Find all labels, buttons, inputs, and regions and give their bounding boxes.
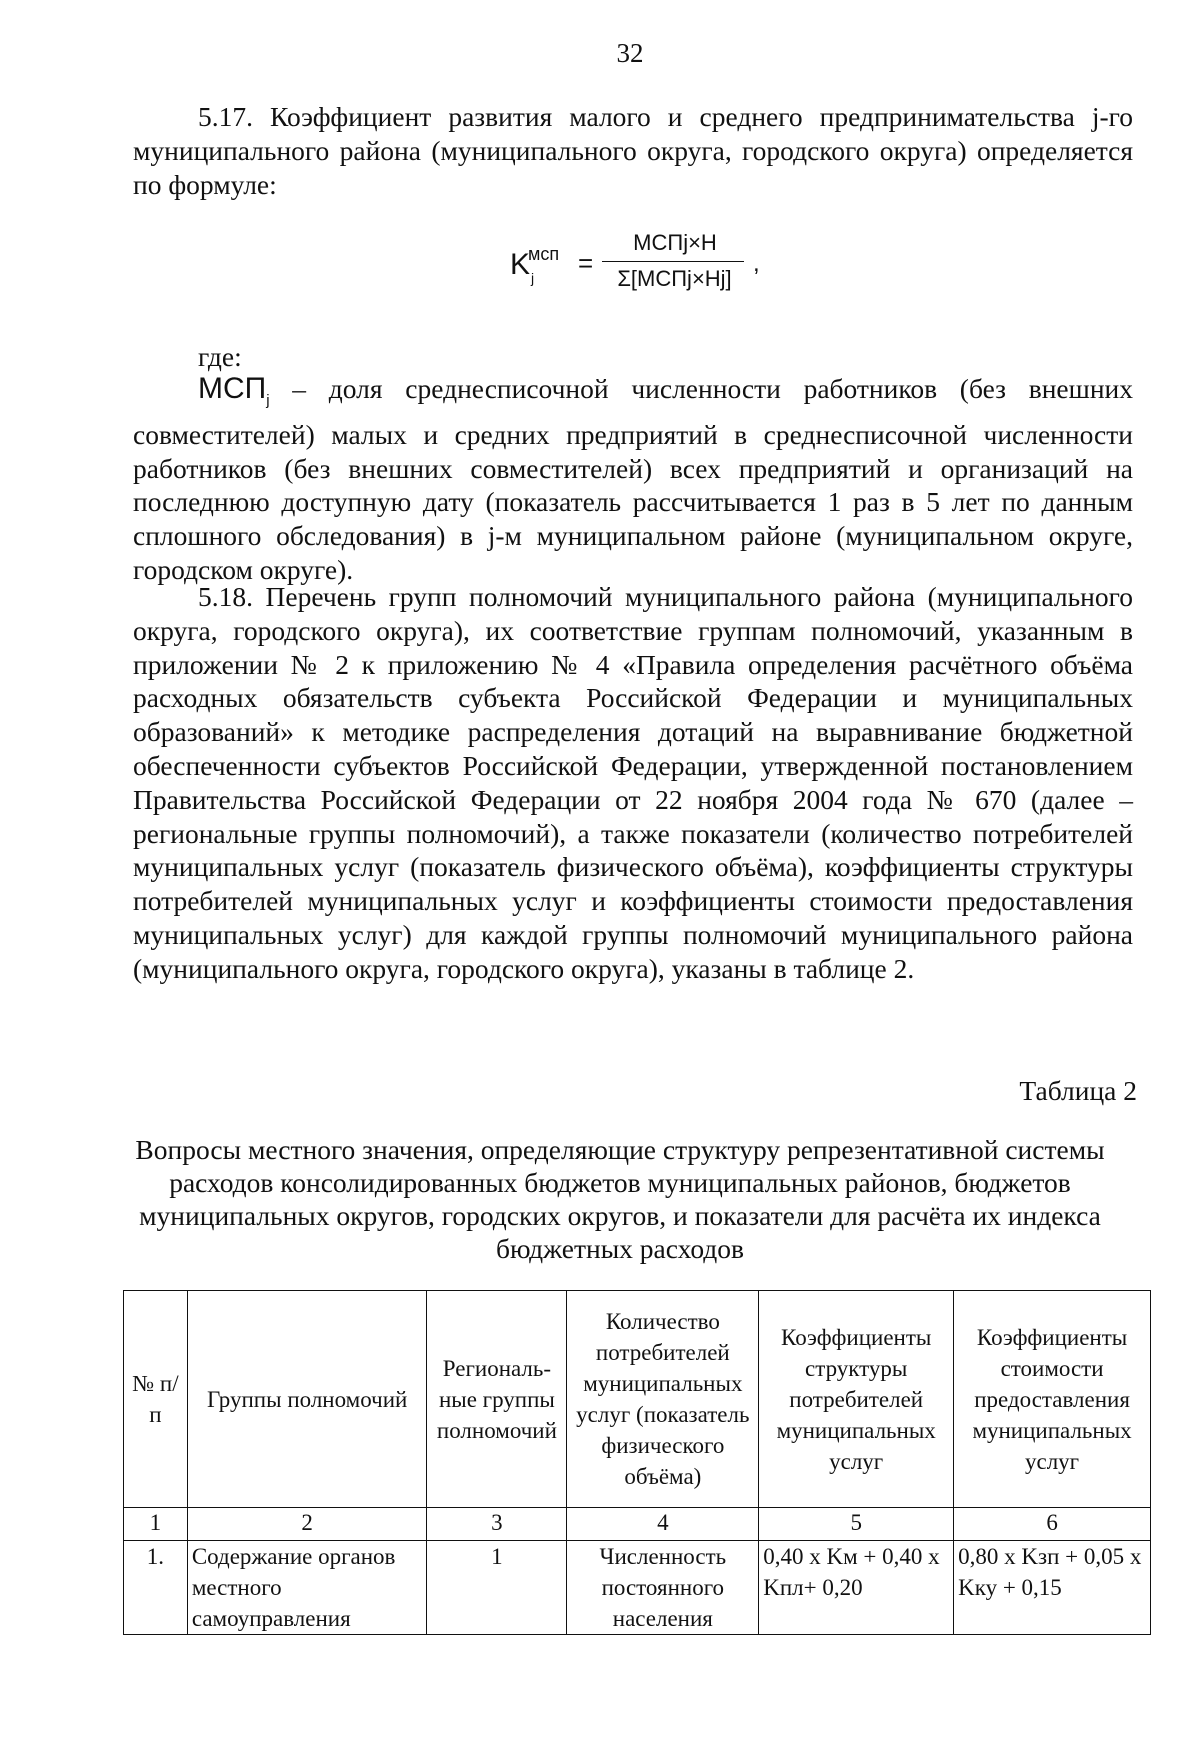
column-number: 3 bbox=[427, 1508, 567, 1541]
cell-group: Содержание органов местного самоуправления bbox=[187, 1541, 427, 1635]
page-number: 32 bbox=[616, 38, 644, 68]
cell-consumers: Численность постоянного населения bbox=[567, 1541, 759, 1635]
table-row bbox=[124, 1541, 1151, 1635]
formula-fraction-bar bbox=[602, 261, 744, 262]
column-number: 1 bbox=[124, 1508, 188, 1541]
header-structure-coef: Коэффициенты структуры потребителей муниципальных услуг bbox=[759, 1291, 954, 1508]
cell-structure-coef: 0,40 x Kм + 0,40 x Kпл+ 0,20 bbox=[759, 1541, 954, 1635]
header-num: № п/п bbox=[124, 1291, 188, 1508]
formula-equals: = bbox=[578, 248, 594, 278]
table-label: Таблица 2 bbox=[1019, 1075, 1137, 1106]
paragraph-msp-definition bbox=[133, 372, 1133, 587]
formula-k-subscript: j bbox=[531, 270, 535, 286]
formula-comma: , bbox=[753, 250, 760, 277]
formula-k-superscript: мсп bbox=[528, 244, 560, 264]
msp-definition-text: – доля среднесписочной численности работников (без внешних совместителей) малых и средних предприятий в среднесписочной численности работников (без внешних совместителей) всех предприятий и организаций на последнюю доступную дату (показатель рассчитывается 1 раз в 5 лет по данным сплошного обследования) в j-м муниципальном районе (муниципальном округе, городском округе). bbox=[133, 373, 1133, 585]
cell-cost-coef: 0,80 x Kзп + 0,05 x Kку + 0,15 bbox=[954, 1541, 1151, 1635]
formula-k: K bbox=[510, 248, 531, 281]
cell-regional: 1 bbox=[427, 1541, 567, 1635]
paragraph-5-17: 5.17. Коэффициент развития малого и среднего предпринимательства j-го муниципального района (муниципального округа, городского округа) определяется по формуле: bbox=[133, 101, 1133, 200]
header-regional-groups: Региональ-ные группы полномочий bbox=[427, 1291, 567, 1508]
msp-term-base: МСП bbox=[198, 372, 267, 405]
column-number: 5 bbox=[759, 1508, 954, 1541]
cell-num: 1. bbox=[124, 1541, 188, 1635]
header-consumers: Количество потребителей муниципальных услуг (показатель физического объёма) bbox=[567, 1291, 759, 1508]
header-cost-coef: Коэффициенты стоимости предоставления муниципальных услуг bbox=[954, 1291, 1151, 1508]
where-label bbox=[133, 340, 1133, 374]
column-number: 4 bbox=[567, 1508, 759, 1541]
table-header-row bbox=[124, 1291, 1151, 1508]
paragraph-5-18: 5.18. Перечень групп полномочий муниципального района (муниципального округа, городского округа), их соответствие группам полномочий, указанным в приложении № 2 к приложению № 4 «Правила определения расчётного объёма расходных обязательств субъекта Российской Федерации и муниципальных образований» к методике распределения дотаций на выравнивание бюджетной обеспеченности субъектов Российской Федерации, утвержденной постановлением Правительства Российской Федерации от 22 ноября 2004 года № 670 (далее – региональные группы полномочий), а также показатели (количество потребителей муниципальных услуг (показатель физического объёма), коэффициенты структуры потребителей муниципальных услуг и коэффициенты стоимости предоставления муниципальных услуг) для каждой группы полномочий муниципального района (муниципального округа, городского округа), указаны в таблице 2. bbox=[133, 581, 1133, 984]
formula-numerator: МСПj×Н bbox=[633, 230, 717, 255]
table-2 bbox=[123, 1290, 1151, 1635]
msp-term bbox=[198, 372, 270, 409]
table-title: Вопросы местного значения, определяющие структуру репрезентативной системы расходов консолидированных бюджетов муниципальных районов, бюджетов муниципальных округов, городских округов, и показатели для расчёта их индекса бюджетных расходов bbox=[135, 1134, 1105, 1264]
where-label-text: где: bbox=[198, 341, 242, 372]
formula-denominator: Σ[МСПj×Нj] bbox=[617, 266, 732, 291]
msp-term-subscript: j bbox=[266, 392, 270, 409]
column-number: 2 bbox=[187, 1508, 427, 1541]
table-column-numbers-row bbox=[124, 1508, 1151, 1541]
column-number: 6 bbox=[954, 1508, 1151, 1541]
header-groups: Группы полномочий bbox=[187, 1291, 427, 1508]
